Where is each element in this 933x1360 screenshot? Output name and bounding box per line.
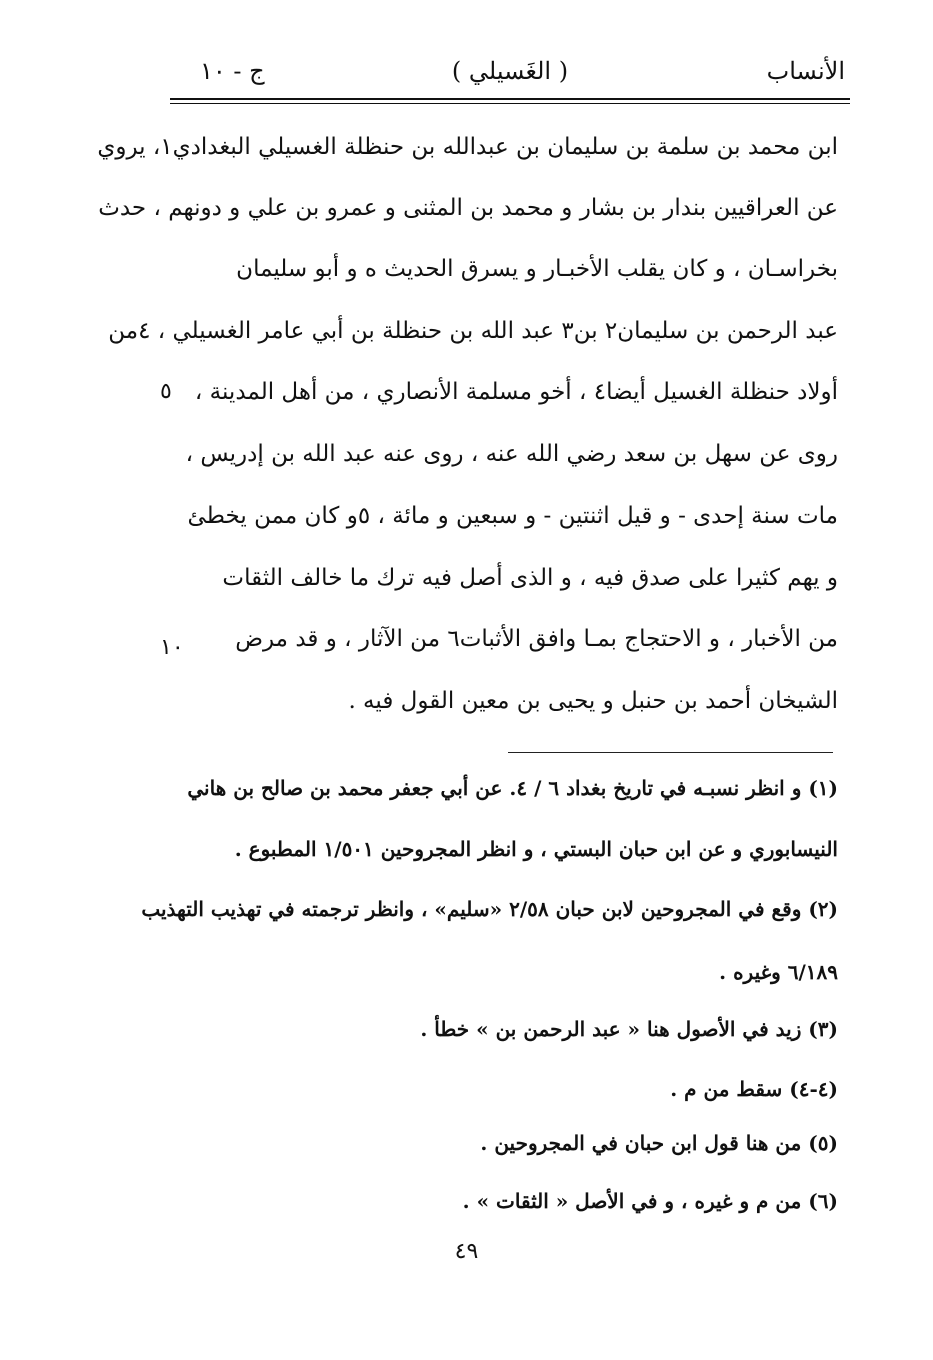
body-line-5: أولاد حنظلة الغسيل أيضا٤ ، أخو مسلمة الأنصاري ، من أهل المدينة ، — [194, 379, 838, 405]
footnote-1-line-2: النيسابوري و عن ابن حبان البستي ، و انظر المجروحين ١/٥٠١ المطبوع . — [234, 837, 838, 861]
body-line-4: عبد الرحمن بن سليمان٢ بن٣ عبد الله بن حنظلة بن أبي عامر الغسيلي ، ٤من — [108, 318, 838, 344]
body-line-9: من الأخبار ، و الاحتجاج بمـا وافق الأثبات٦ من الآثار ، و قد مرض — [235, 626, 838, 652]
body-line-3: بخراسـان ، و كان يقلب الأخبـار و يسرق الحديث ه و أبو سليمان — [236, 256, 838, 282]
line-number-10: ١٠ — [160, 635, 184, 660]
body-line-2: عن العراقيين بندار بن بشار و محمد بن المثنى و عمرو بن علي و دونهم ، حدث — [98, 195, 838, 221]
header-rule-thick — [170, 98, 850, 100]
entry-name: ( الغَسيلي ) — [451, 57, 569, 85]
volume-number: ج - ١٠ — [200, 57, 265, 85]
page-number: ٤٩ — [454, 1239, 479, 1264]
body-line-1: ابن محمد بن سلمة بن سليمان بن عبدالله بن حنظلة الغسيلي البغدادي١، يروي — [97, 134, 838, 160]
footnote-6: (٦) من م و غيره ، و في الأصل « الثقات » . — [462, 1189, 838, 1213]
footnote-5: (٥) من هنا قول ابن حبان في المجروحين . — [480, 1131, 838, 1155]
page-header — [170, 48, 850, 104]
footnote-4: (٤-٤) سقط من م . — [670, 1077, 838, 1101]
footnote-2-line-1: (٢) وقع في المجروحين لابن حبان ٢/٥٨ «سليم» ، وانظر ترجمته في تهذيب التهذيب — [141, 897, 838, 921]
footnote-2-line-2: ٦/١٨٩ وغيره . — [719, 960, 838, 984]
running-title: الأنساب — [766, 57, 845, 85]
footnote-1-line-1: (١) و انظر نسبـه في تاريخ بغداد ٦ / ٤. عن أبي جعفر محمد بن صالح بن هاني — [187, 776, 838, 800]
header-rule-thin — [170, 103, 850, 104]
line-number-5: ٥ — [160, 379, 172, 404]
footnote-3: (٣) زيد في الأصول هنا « عبد الرحمن بن » خطأ . — [420, 1017, 838, 1041]
body-line-7: مات سنة إحدى - و قيل اثنتين - و سبعين و مائة ، ٥و كان ممن يخطئ — [187, 503, 838, 529]
body-line-6: روى عن سهل بن سعد رضي الله عنه ، روى عنه عبد الله بن إدريس ، — [185, 441, 838, 467]
footnote-separator — [508, 752, 833, 753]
body-line-8: و يهم كثيرا على صدق فيه ، و الذى أصل فيه ترك ما خالف الثقات — [222, 565, 838, 591]
body-line-10: الشيخان أحمد بن حنبل و يحيى بن معين القول فيه . — [348, 688, 838, 714]
